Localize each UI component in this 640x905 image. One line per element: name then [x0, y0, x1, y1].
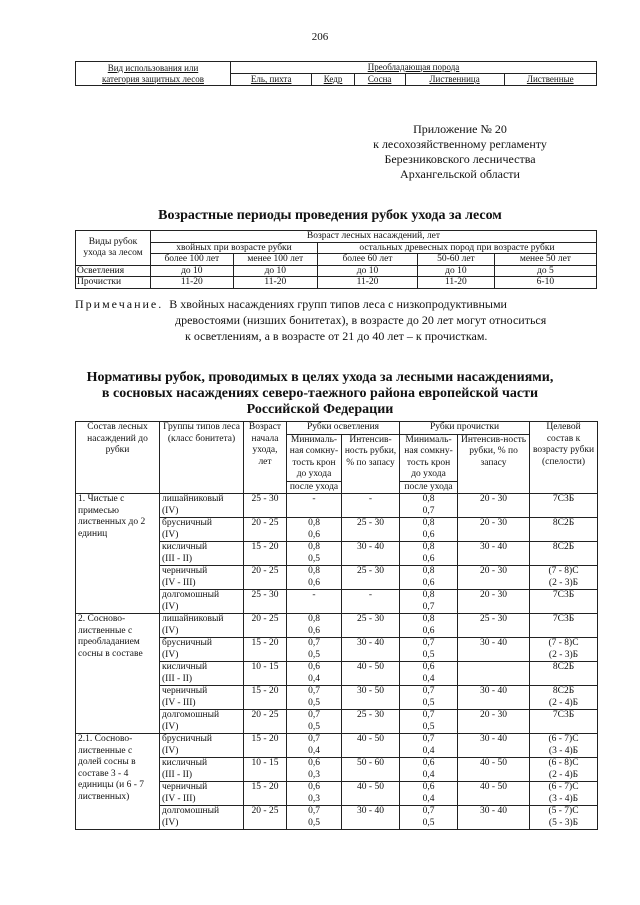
thinning-min-cell: 0,7 0,5	[400, 638, 458, 662]
appendix-line: Приложение № 20	[413, 122, 507, 136]
age-header: Возраст лесных насаждений, лет	[151, 231, 597, 243]
clearing-intensity-cell: 25 - 30	[342, 614, 400, 638]
start-age-cell: 15 - 20	[244, 686, 287, 710]
clearing-header: Рубки осветления	[287, 422, 400, 435]
clearing-intensity-cell: 30 - 50	[342, 686, 400, 710]
start-age-cell: 25 - 30	[244, 590, 287, 614]
conifer-header: хвойных при возрасте рубки	[151, 242, 318, 254]
clearing-intensity-cell: 40 - 50	[342, 662, 400, 686]
thinning-intensity-cell: 40 - 50	[458, 782, 530, 806]
cell: 11-20	[317, 277, 417, 289]
start-age-cell: 20 - 25	[244, 710, 287, 734]
composition-cell: 2. Сосново-лиственные с преобладанием сосны в составе	[76, 614, 160, 734]
thinning-min-cell: 0,8 0,7	[400, 494, 458, 518]
intensity-header: Интенсив-ность рубки, % по запасу	[342, 434, 400, 494]
species-cell: Лиственница	[405, 74, 504, 86]
target-cell: (7 - 8)С (2 - 3)Б	[530, 566, 598, 590]
table-row	[76, 265, 597, 277]
thinning-intensity-cell: 30 - 40	[458, 686, 530, 710]
thinning-intensity-cell: 20 - 30	[458, 590, 530, 614]
species-cell: Ель, пихта	[231, 74, 312, 86]
clearing-min-cell: 0,8 0,6	[287, 566, 342, 590]
target-cell: 7С3Б	[530, 590, 598, 614]
thinning-intensity-cell: 20 - 30	[458, 494, 530, 518]
clearing-min-cell: 0,7 0,5	[287, 638, 342, 662]
subcol-header: менее 50 лет	[494, 254, 596, 266]
table-row	[76, 494, 598, 518]
row-label: Прочистки	[76, 277, 151, 289]
target-cell: 8С2Б	[530, 662, 598, 686]
col-type-header: Виды рубок ухода за лесом	[76, 231, 151, 266]
thinning-intensity-cell: 20 - 30	[458, 710, 530, 734]
other-header: остальных древесных пород при возрасте рубки	[317, 242, 596, 254]
groups-header: Группы типов леса (класс бонитета)	[160, 422, 244, 494]
composition-header: Состав лесных насаждений до рубки	[76, 422, 160, 494]
clearing-min-cell: 0,7 0,4	[287, 734, 342, 758]
clearing-intensity-cell: -	[342, 494, 400, 518]
table1-note	[75, 296, 599, 344]
header-table	[75, 61, 597, 86]
start-age-cell: 15 - 20	[244, 542, 287, 566]
clearing-min-cell: 0,6 0,4	[287, 662, 342, 686]
note-label: Примечание.	[75, 297, 164, 311]
forest-type-cell: черничный (IV - III)	[160, 782, 244, 806]
row-label: Осветления	[76, 265, 151, 277]
cell: до 5	[494, 265, 596, 277]
appendix-line: Березниковского лесничества	[384, 152, 536, 166]
start-age-cell: 10 - 15	[244, 662, 287, 686]
forest-type-cell: черничный (IV - III)	[160, 686, 244, 710]
target-cell: 7С3Б	[530, 494, 598, 518]
clearing-intensity-cell: 30 - 40	[342, 638, 400, 662]
composition-cell: 1. Чистые с примесью лиственных до 2 единиц	[76, 494, 160, 614]
clearing-intensity-cell: 40 - 50	[342, 782, 400, 806]
thinning-intensity-cell: 20 - 30	[458, 566, 530, 590]
forest-type-cell: лишайниковый (IV)	[160, 614, 244, 638]
clearing-intensity-cell: -	[342, 590, 400, 614]
clearing-min-cell: 0,6 0,3	[287, 782, 342, 806]
target-cell: (6 - 7)С (3 - 4)Б	[530, 782, 598, 806]
page-number: 206	[311, 31, 329, 43]
species-cell: Сосна	[354, 74, 405, 86]
clearing-intensity-cell: 30 - 40	[342, 542, 400, 566]
clearing-min-cell: 0,6 0,3	[287, 758, 342, 782]
appendix-line: Архангельской области	[400, 167, 520, 181]
start-age-cell: 15 - 20	[244, 734, 287, 758]
cell: 11-20	[418, 277, 495, 289]
target-cell: (6 - 8)С (2 - 4)Б	[530, 758, 598, 782]
target-cell: 8С2Б	[530, 518, 598, 542]
after-care-header: после ухода	[287, 481, 342, 494]
cell: до 10	[151, 265, 234, 277]
subcol-header: менее 100 лет	[233, 254, 317, 266]
forest-type-cell: кисличный (III - II)	[160, 758, 244, 782]
target-cell: 8С2Б (2 - 4)Б	[530, 686, 598, 710]
start-age-cell: 20 - 25	[244, 566, 287, 590]
forest-type-cell: брусничный (IV)	[160, 518, 244, 542]
thinning-min-cell: 0,7 0,4	[400, 734, 458, 758]
forest-type-cell: долгомошный (IV)	[160, 590, 244, 614]
note-text: древостоями (низших бонитетах), в возрасте до 20 лет могут относиться	[175, 313, 547, 327]
note-text: к осветлениям, а в возрасте от 21 до 40 лет – к прочисткам.	[185, 329, 488, 343]
target-cell: (5 - 7)С (5 - 3)Б	[530, 806, 598, 830]
forest-type-cell: долгомошный (IV)	[160, 710, 244, 734]
thinning-intensity-cell	[458, 662, 530, 686]
clearing-min-cell: -	[287, 590, 342, 614]
cell: до 10	[233, 265, 317, 277]
subcol-header: более 100 лет	[151, 254, 234, 266]
thinning-min-cell: 0,6 0,4	[400, 782, 458, 806]
target-cell: 8С2Б	[530, 542, 598, 566]
thinning-min-cell: 0,8 0,6	[400, 542, 458, 566]
start-age-cell: 15 - 20	[244, 638, 287, 662]
cell: 11-20	[151, 277, 234, 289]
table-row	[76, 614, 598, 638]
age-header: Возраст начала ухода, лет	[244, 422, 287, 494]
cell: до 10	[317, 265, 417, 277]
forest-type-cell: кисличный (III - II)	[160, 662, 244, 686]
appendix-line: к лесохозяйственному регламенту	[373, 137, 547, 151]
species-cell: Кедр	[312, 74, 354, 86]
forest-type-cell: черничный (IV - III)	[160, 566, 244, 590]
cell: 6-10	[494, 277, 596, 289]
thinning-intensity-cell: 30 - 40	[458, 542, 530, 566]
clearing-min-cell: 0,8 0,5	[287, 542, 342, 566]
clearing-intensity-cell: 30 - 40	[342, 806, 400, 830]
target-header: Целевой состав к возрасту рубки (спелости)	[530, 422, 598, 494]
start-age-cell: 20 - 25	[244, 518, 287, 542]
intensity-header: Интенсив-ность рубки, % по запасу	[458, 434, 530, 494]
thinning-min-cell: 0,7 0,5	[400, 686, 458, 710]
clearing-min-cell: 0,8 0,6	[287, 518, 342, 542]
clearing-min-cell: 0,7 0,5	[287, 686, 342, 710]
table1-title: Возрастные периоды проведения рубок ухода за лесом	[158, 208, 502, 223]
thinning-min-cell: 0,8 0,6	[400, 566, 458, 590]
thinning-min-cell: 0,6 0,4	[400, 662, 458, 686]
composition-cell: 2.1. Сосново-лиственные с долей сосны в составе 3 - 4 единицы (и 6 - 7 лиственных)	[76, 734, 160, 830]
min-density-header: Минималь-ная сомкну-тость крон до ухода	[400, 434, 458, 481]
thinning-intensity-cell: 30 - 40	[458, 806, 530, 830]
start-age-cell: 15 - 20	[244, 782, 287, 806]
thinning-intensity-cell: 40 - 50	[458, 758, 530, 782]
forest-type-cell: лишайниковый (IV)	[160, 494, 244, 518]
clearing-intensity-cell: 25 - 30	[342, 518, 400, 542]
start-age-cell: 10 - 15	[244, 758, 287, 782]
thinning-min-cell: 0,7 0,5	[400, 806, 458, 830]
header-species-title: Преобладающая порода	[231, 62, 597, 74]
clearing-intensity-cell: 40 - 50	[342, 734, 400, 758]
clearing-intensity-cell: 25 - 30	[342, 710, 400, 734]
forest-type-cell: брусничный (IV)	[160, 638, 244, 662]
table-row	[76, 277, 597, 289]
forest-type-cell: кисличный (III - II)	[160, 542, 244, 566]
target-cell: 7С3Б	[530, 710, 598, 734]
note-text: В хвойных насаждениях групп типов леса с низкопродуктивными	[169, 297, 507, 311]
thinning-header: Рубки прочистки	[400, 422, 530, 435]
clearing-min-cell: 0,7 0,5	[287, 806, 342, 830]
start-age-cell: 20 - 25	[244, 806, 287, 830]
thinning-intensity-cell: 30 - 40	[458, 734, 530, 758]
thinning-min-cell: 0,8 0,6	[400, 518, 458, 542]
cell: 11-20	[233, 277, 317, 289]
target-cell: (7 - 8)С (2 - 3)Б	[530, 638, 598, 662]
thinning-min-cell: 0,7 0,5	[400, 710, 458, 734]
thinning-intensity-cell: 25 - 30	[458, 614, 530, 638]
clearing-min-cell: 0,8 0,6	[287, 614, 342, 638]
after-care-header: после ухода	[400, 481, 458, 494]
standards-table	[75, 421, 598, 830]
subcol-header: 50-60 лет	[418, 254, 495, 266]
target-cell: (6 - 7)С (3 - 4)Б	[530, 734, 598, 758]
header-usage-cell: Вид использования или категория защитных лесов	[76, 62, 231, 86]
clearing-min-cell: 0,7 0,5	[287, 710, 342, 734]
age-periods-table	[75, 230, 597, 289]
thinning-intensity-cell: 30 - 40	[458, 638, 530, 662]
target-cell: 7С3Б	[530, 614, 598, 638]
table-row	[76, 734, 598, 758]
forest-type-cell: долгомошный (IV)	[160, 806, 244, 830]
thinning-min-cell: 0,8 0,7	[400, 590, 458, 614]
forest-type-cell: брусничный (IV)	[160, 734, 244, 758]
start-age-cell: 20 - 25	[244, 614, 287, 638]
min-density-header: Минималь-ная сомкну-тость крон до ухода	[287, 434, 342, 481]
subcol-header: более 60 лет	[317, 254, 417, 266]
clearing-intensity-cell: 25 - 30	[342, 566, 400, 590]
clearing-intensity-cell: 50 - 60	[342, 758, 400, 782]
cell: до 10	[418, 265, 495, 277]
thinning-min-cell: 0,6 0,4	[400, 758, 458, 782]
species-cell: Лиственные	[504, 74, 597, 86]
thinning-min-cell: 0,8 0,6	[400, 614, 458, 638]
appendix-block	[340, 122, 580, 182]
table2-title: Нормативы рубок, проводимых в целях ухода за лесными насаждениями, в сосновых насаждениях северо-таежного района европейской части Российской Федерации	[86, 370, 554, 417]
start-age-cell: 25 - 30	[244, 494, 287, 518]
thinning-intensity-cell: 20 - 30	[458, 518, 530, 542]
clearing-min-cell: -	[287, 494, 342, 518]
